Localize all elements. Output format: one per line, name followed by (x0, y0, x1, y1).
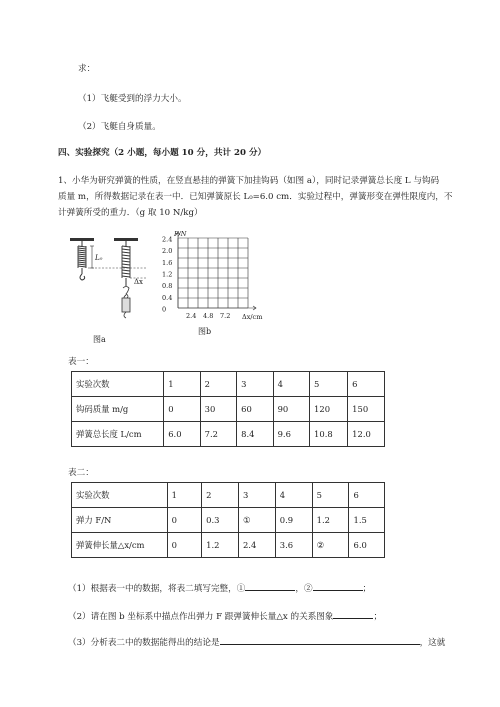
table-cell: 4 (273, 372, 309, 397)
answer-blank-2[interactable] (313, 581, 363, 591)
table-cell: 10.8 (310, 422, 348, 447)
table-row (72, 397, 385, 422)
table-cell: 1 (167, 483, 201, 508)
spring-left-icon (78, 246, 86, 268)
x-axis-title: Δx/cm (242, 313, 263, 321)
answer-blank-3[interactable] (333, 609, 373, 619)
table-cell: 0.3 (202, 508, 239, 533)
table-cell: ② (312, 533, 349, 558)
problem-stem-line-3: 计弹簧所受的重力．（g 取 10 N/kg） (58, 208, 203, 218)
y-tick-label: 1.6 (162, 258, 173, 267)
table-cell: 9.6 (273, 422, 309, 447)
y-tick-label: 0.8 (162, 282, 173, 291)
table-cell: 6 (349, 483, 385, 508)
table-cell: 6 (348, 372, 385, 397)
figure-b-caption: 图b (198, 327, 212, 336)
table-cell: 3 (237, 372, 273, 397)
table-cell: 6.0 (164, 422, 200, 447)
question-2: （2）飞艇自身质量。 (78, 122, 161, 132)
support-bar-left (70, 238, 94, 241)
table-cell: 5 (310, 372, 348, 397)
subquestion-3-end: ，这就 (419, 638, 446, 648)
table-cell: 2 (200, 372, 236, 397)
table-cell: 0 (167, 508, 201, 533)
table-2 (71, 482, 385, 558)
table-cell: 90 (273, 397, 309, 422)
table-cell: 1 (164, 372, 200, 397)
subquestion-1-text: （1）根据表一中的数据，将表二填写完整，① (68, 584, 246, 594)
answer-blank-1[interactable] (245, 581, 295, 591)
table-cell: 7.2 (200, 422, 236, 447)
table-cell: 4 (275, 483, 312, 508)
table-cell: 1.2 (312, 508, 349, 533)
table-cell: 6.0 (349, 533, 385, 558)
label-L0: L₀ (95, 254, 103, 262)
table2-caption: 表二： (68, 468, 94, 478)
problem-stem-line-1: 1、小华为研究弹簧的性质，在竖直悬挂的弹簧下加挂钩码（如图 a），同时记录弹簧总长度 L 与钩码 (58, 176, 440, 186)
question-1: （1）飞艇受到的浮力大小。 (78, 94, 187, 104)
y-tick-label: 2.4 (162, 235, 173, 244)
table-1 (71, 371, 385, 447)
table-cell: 3 (238, 483, 275, 508)
table-cell: 0 (164, 397, 200, 422)
subquestion-2-text: （2）请在图 b 坐标系中描点作出弹力 F 跟弹簧伸长量△x 的关系图象 (68, 612, 334, 622)
x-tick-label: 7.2 (220, 312, 231, 320)
problem-stem-line-2: 质量 m，所得数据记录在表一中．已知弹簧原长 L₀=6.0 cm．实验过程中，弹簧形变在弹性限度内，不 (58, 192, 453, 202)
table-cell: 2.4 (238, 533, 275, 558)
row-header-cell: 弹簧总长度 L/cm (72, 422, 164, 447)
table1-caption: 表一： (68, 357, 94, 367)
table-row (72, 422, 385, 447)
table-row (72, 508, 385, 533)
table-cell: 5 (312, 483, 349, 508)
ask-text: 求： (78, 64, 96, 74)
x-tick-label: 2.4 (186, 312, 197, 320)
y-tick-label: 0 (162, 305, 167, 314)
subquestion-3-text: （3）分析表二中的数据能得出的结论是 (68, 638, 220, 648)
table-cell: 30 (200, 397, 236, 422)
table-cell: 3.6 (275, 533, 312, 558)
label-dx: Δx (134, 278, 144, 286)
table-cell: 1.2 (202, 533, 239, 558)
table-cell: ① (238, 508, 275, 533)
table-cell: 120 (310, 397, 348, 422)
figure-b-grid (160, 228, 272, 340)
answer-blank-4[interactable] (220, 635, 420, 645)
row-header-cell: 弹力 F/N (72, 508, 168, 533)
y-axis-title: F/N (174, 230, 187, 238)
subquestion-1-mid: ，② (295, 584, 313, 594)
row-header-cell: 弹簧伸长量△x/cm (72, 533, 168, 558)
y-tick-label: 0.4 (162, 293, 173, 302)
figure-a-springs (68, 236, 150, 346)
y-tick-label: 1.2 (162, 270, 173, 279)
row-header-cell: 实验次数 (72, 483, 168, 508)
table-cell: 60 (237, 397, 273, 422)
table-row (72, 533, 385, 558)
table-cell: 8.4 (237, 422, 273, 447)
table-cell: 0 (167, 533, 201, 558)
hook-weight-icon (122, 287, 130, 319)
row-header-cell: 钩码质量 m/g (72, 397, 164, 422)
table-cell: 0.9 (275, 508, 312, 533)
subquestion-2 (68, 609, 382, 622)
table-cell: 12.0 (348, 422, 385, 447)
x-tick-label: 4.8 (203, 312, 214, 320)
table-cell: 2 (202, 483, 239, 508)
subquestion-2-end: ； (373, 612, 383, 622)
table-row (72, 372, 385, 397)
subquestion-1 (68, 581, 371, 594)
table-row (72, 483, 385, 508)
support-bar-right (114, 238, 138, 241)
row-header-cell: 实验次数 (72, 372, 164, 397)
y-tick-label: 2.0 (162, 247, 173, 256)
figure-a-caption: 图a (93, 335, 106, 344)
spring-right-icon (122, 246, 130, 278)
section-title: 四、实验探究（2 小题，每小题 10 分，共计 20 分） (58, 148, 267, 158)
x-axis-arrow (178, 306, 256, 310)
subquestion-1-end: ； (362, 584, 372, 594)
y-axis-arrow (176, 232, 180, 308)
subquestion-3 (68, 635, 445, 648)
table-cell: 150 (348, 397, 385, 422)
table-cell: 1.5 (349, 508, 385, 533)
